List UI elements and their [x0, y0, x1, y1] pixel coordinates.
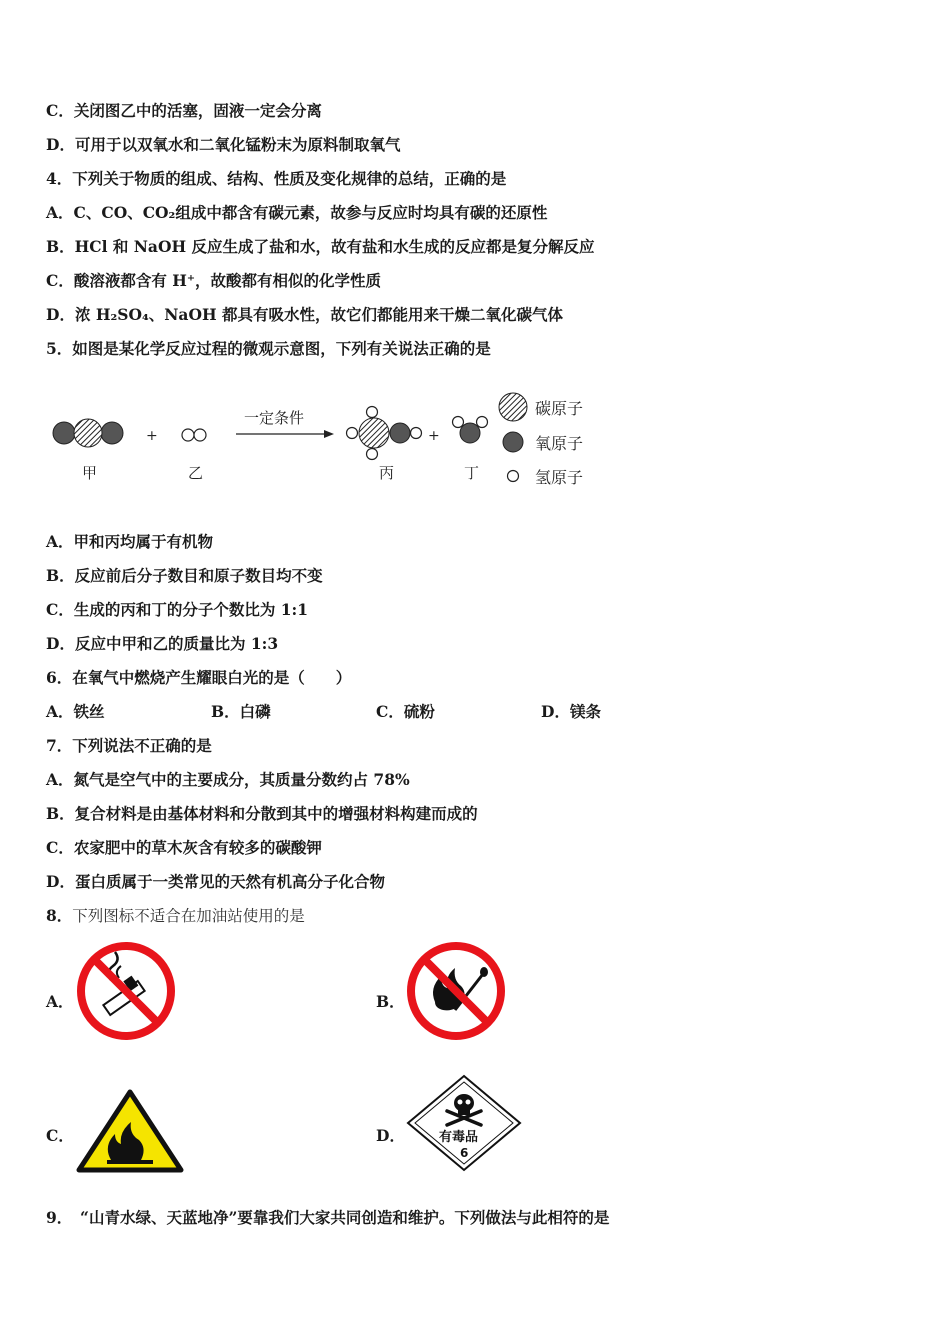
q6-option-d: D．镁条: [541, 702, 601, 721]
q9-stem: 9． “山青水绿、天蓝地净”要靠我们大家共同创造和维护。下列做法与此相符的是: [46, 1208, 610, 1227]
legend-carbon-label: 碳原子: [535, 399, 584, 418]
q7-option-c: C．农家肥中的草木灰含有较多的碳酸钾: [46, 838, 322, 857]
q8-number: 8．: [46, 906, 73, 925]
q6-stem: 6．在氧气中燃烧产生耀眼白光的是（ ）: [46, 668, 352, 687]
flammable-sign: [75, 1088, 185, 1178]
q7-option-d: D．蛋白质属于一类常见的天然有机高分子化合物: [46, 872, 385, 891]
q5-option-d: D．反应中甲和乙的质量比为 1:3: [46, 634, 279, 653]
legend-hydrogen-label: 氢原子: [535, 468, 584, 487]
q5-stem: 5．如图是某化学反应过程的微观示意图，下列有关说法正确的是: [46, 339, 491, 358]
q8-text: 下列图标不适合在加油站使用的是: [72, 907, 305, 925]
q8-option-b-label: B．: [376, 992, 405, 1011]
reaction-diagram-svg: [46, 388, 606, 498]
reaction-arrow: [236, 430, 334, 438]
q3-option-c: C．关闭图乙中的活塞，固液一定会分离: [46, 101, 322, 120]
legend: [499, 393, 583, 487]
label-bing: 丙: [379, 464, 395, 482]
toxic-sign-class: 6: [460, 1146, 469, 1160]
q8-option-a-label: A．: [46, 992, 74, 1011]
q4-option-b: B．HCl 和 NaOH 反应生成了盐和水，故有盐和水生成的反应都是复分解反应: [46, 237, 595, 256]
q7-stem: 7．下列说法不正确的是: [46, 736, 212, 755]
q4-option-d: D．浓 H₂SO₄、NaOH 都具有吸水性，故它们都能用来干燥二氧化碳气体: [46, 305, 564, 324]
reaction-condition: 一定条件: [244, 409, 305, 427]
q6-option-b: B．白磷: [211, 702, 271, 721]
no-open-flame-icon: [405, 940, 507, 1042]
q5-option-a: A．甲和丙均属于有机物: [46, 532, 214, 551]
q6-option-c: C．硫粉: [376, 702, 435, 721]
q3-option-d: D．可用于以双氧水和二氧化锰粉末为原料制取氧气: [46, 135, 401, 154]
no-smoking-sign: [75, 940, 177, 1046]
q5-option-b: B．反应前后分子数目和原子数目均不变: [46, 566, 323, 585]
molecule-ding: [453, 417, 488, 444]
q4-option-a: A．C、CO、CO₂组成中都含有碳元素，故参与反应时均具有碳的还原性: [46, 203, 548, 222]
q7-option-b: B．复合材料是由基体材料和分散到其中的增强材料构建而成的: [46, 804, 478, 823]
plus-2: +: [428, 428, 440, 444]
legend-oxygen-icon: [503, 432, 523, 452]
q5-option-c: C．生成的丙和丁的分子个数比为 1:1: [46, 600, 309, 619]
q4-stem: 4．下列关于物质的组成、结构、性质及变化规律的总结，正确的是: [46, 169, 507, 188]
label-ding: 丁: [464, 464, 480, 482]
toxic-sign: [405, 1073, 523, 1177]
legend-carbon-icon: [499, 393, 527, 421]
q8-option-c-label: C．: [46, 1126, 74, 1145]
q6-option-a: A．铁丝: [46, 702, 105, 721]
q8-option-d-label: D．: [376, 1126, 405, 1145]
no-fire-sign: [405, 940, 507, 1046]
toxic-hazard-icon: [405, 1073, 523, 1173]
legend-oxygen-label: 氧原子: [535, 434, 584, 453]
toxic-sign-text: 有毒品: [439, 1130, 479, 1145]
label-jia: 甲: [82, 464, 98, 482]
molecule-yi: [182, 429, 206, 441]
label-yi: 乙: [188, 464, 204, 482]
q7-option-a: A．氮气是空气中的主要成分，其质量分数约占 78%: [46, 770, 410, 789]
flammable-warning-icon: [75, 1088, 185, 1174]
reaction-diagram: [46, 388, 606, 498]
no-smoking-icon: [75, 940, 177, 1042]
legend-hydrogen-icon: [508, 471, 519, 482]
molecule-bing: [347, 407, 422, 460]
q8-stem: [46, 906, 305, 926]
molecule-jia: [53, 419, 123, 447]
q4-option-c: C．酸溶液都含有 H⁺，故酸都有相似的化学性质: [46, 271, 382, 290]
plus-1: +: [146, 428, 158, 444]
